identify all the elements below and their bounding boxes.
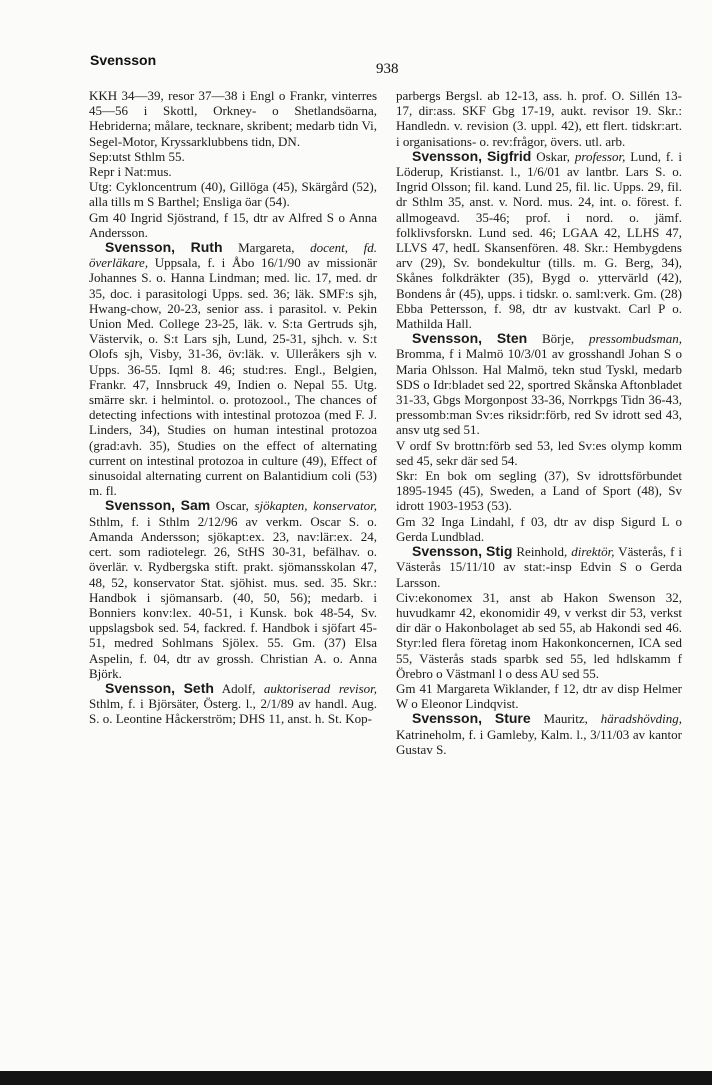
biography-entry bbox=[89, 681, 377, 727]
entry-given-name: Sigfrid bbox=[486, 147, 532, 164]
entry-title: sjökapten, konservator, bbox=[254, 498, 378, 514]
entry-given-name: Stig bbox=[485, 543, 513, 560]
right-column bbox=[396, 88, 682, 757]
entry-text: Uppsala, f. i Åbo 16/1/90 av missionär Johannes S. o. Hanna Lindman; med. lic. 17, med. dr 35, doc. i parasitologi Upps. sed. 36; läk. SMF:s sjh, Hwang-chow, 20-23, senior ass. i parasitol. v. Pekin Union Med. College 23-25, läk. v. S:ta Gertruds sjh, Västervik, o. S:t Lars sjh, Lund, 25-31, sjhch. v. S:t Olofs sjh, Visby, 31-36, öv:läk. v. Ulleråkers sjh v. Upps. 36-55. Iqml 8. 46; stud:res. Engl., Belgien, Frankr. 47, Innsbruck 49, Indien o. Nepal 55. Utg. smärre skr. i helmintol. o. protozool., The chances of detecting infections with intestinal protozoa (med F. J. Linders, 34), Studies on human intestinal protozoa (grad:avh. 35), Studies on the effect of alternating current on intestinal protozoa in culture (49), Effect of sinusoidal alternating current on Balantidium coli (53) m. fl. bbox=[89, 255, 377, 499]
entry-title: docent, fd. överläkare, bbox=[89, 240, 377, 271]
entry-surname: Svensson, bbox=[412, 710, 483, 727]
entry-given-name: Sten bbox=[496, 330, 528, 347]
entry-text: Bromma, f i Malmö 10/3/01 av grosshandl Johan S o Maria Ohlsson. Hal Malmö, tekn stud Tyskl, medarb SDS o Idr:bladet sed 22, sportred Skånska Aftonbladet 31-33, Gbgs Morgonpost 33-36, Norrkpgs Tidn 36-43, pressomb:man Sv:es riksidr:förb, red Sv idrott sed 43, ansv utg sed 51. bbox=[396, 346, 682, 438]
biography-entry bbox=[396, 331, 682, 437]
entry-paragraph: Civ:ekonomex 31, anst ab Hakon Swenson 32, huvudkamr 42, ekonomidir 49, v verkst dir 53, verkst dir där o Hakonbolaget ab sed 55, ab Hakondi sed 46. Styr:led flera företag inom Hakonkoncernen, ICA sed 55, Västerås stads sparbk sed 55, led hdlskamm f Örebro o Västmanl l o dess AU sed 55. bbox=[396, 589, 682, 681]
entry-text: Sthlm, f. i Björsäter, Österg. l., 2/1/89 av handl. Aug. S. o. Leontine Håckerström; DHS 11, anst. h. St. Kop- bbox=[89, 696, 377, 727]
entry-middle-names: Börje, bbox=[527, 331, 589, 347]
entry-text: Västerås, f i Västerås 15/11/10 av stat:-insp Edvin S o Gerda Larsson. bbox=[396, 544, 683, 590]
entry-surname: Svensson, bbox=[105, 497, 176, 514]
entry-title: häradshövding, bbox=[600, 711, 683, 727]
entry-surname: Svensson, bbox=[105, 239, 176, 256]
entry-given-name: Seth bbox=[183, 679, 214, 696]
entry-given-name: Ruth bbox=[190, 239, 223, 256]
entry-title: pressombudsman, bbox=[588, 331, 682, 347]
entry-title: professor, bbox=[574, 148, 626, 164]
scan-bottom-edge bbox=[0, 1071, 712, 1085]
entry-middle-names: Reinhold, bbox=[512, 544, 572, 560]
biography-entry bbox=[396, 149, 682, 331]
biography-entry bbox=[89, 240, 377, 498]
entry-surname: Svensson, bbox=[412, 543, 483, 560]
entry-surname: Svensson, bbox=[105, 679, 176, 696]
biography-entry bbox=[396, 544, 682, 590]
biography-entry bbox=[396, 711, 682, 757]
entry-text: Lund, f. i Löderup, Kristianst. l., 1/6/01 av lantbr. Lars S. o. Ingrid Olsson; fil. kand. Lund 25, fil. lic. Upps. 29, fil. dr Sthlm 35, anst. v. Nord. mus. 24, int. o. förest. f. allmogeavd. 35-46; prof. i nord. o. jämf. folklivsforskn. Lund sed. 46; LGAA 42, LLHS 47, LLVS 47, hedL Skansenfören. 48. Skr.: Hembygdens arv (29), Sv. bondekultur (tills. m. G. Berg, 34), Skånes folkdräkter (35), Bygd o. yttervärld (42), Bondens år (45), upps. i tidskr. o. saml:verk. Gm. (28) Ebba Pettersson, f. 98, dtr av kustvakt. Carl P o. Mathilda Hall. bbox=[396, 148, 682, 332]
entry-middle-names: Adolf, bbox=[213, 680, 264, 696]
entry-paragraph: V ordf Sv brottn:förb sed 53, led Sv:es olymp komm sed 45, sekr där sed 54. bbox=[396, 437, 682, 468]
entry-paragraph: Sep:utst Sthlm 55. bbox=[89, 148, 185, 164]
entry-middle-names: Oscar, bbox=[210, 498, 255, 514]
entry-paragraph: Gm 41 Margareta Wiklander, f 12, dtr av disp Helmer W o Eleonor Lindqvist. bbox=[396, 680, 682, 712]
entry-paragraph: Gm 40 Ingrid Sjöstrand, f 15, dtr av Alfred S o Anna Andersson. bbox=[89, 209, 377, 240]
page-number: 938 bbox=[376, 61, 399, 77]
entry-given-name: Sam bbox=[180, 497, 211, 514]
biography-entry bbox=[89, 498, 377, 680]
entry-given-name: Sture bbox=[494, 710, 531, 727]
running-header-name: Svensson bbox=[90, 52, 157, 68]
entry-title: direktör, bbox=[571, 544, 615, 560]
entry-paragraph: Repr i Nat:mus. bbox=[89, 164, 172, 180]
entry-paragraph: parbergs Bergsl. ab 12-13, ass. h. prof. O. Sillén 13-17, dir:ass. SKF Gbg 17-19, aukt. revisor 19. Skr.: Handledn. v. revision (3. uppl. 42), ett flert. tidskr:art. i organisations- o. rev:frågor, övers. utl. arb. bbox=[396, 88, 682, 149]
left-column bbox=[89, 88, 377, 727]
entry-paragraph: Gm 32 Inga Lindahl, f 03, dtr av disp Sigurd L o Gerda Lundblad. bbox=[396, 513, 682, 544]
entry-middle-names: Oskar, bbox=[531, 148, 575, 164]
entry-text: Katrineholm, f. i Gamleby, Kalm. l., 3/11/03 av kantor Gustav S. bbox=[396, 726, 682, 757]
entry-title: auktoriserad revisor, bbox=[263, 680, 377, 696]
entry-paragraph: Skr: En bok om segling (37), Sv idrottsförbundet 1895-1945 (45), Sweden, a Land of Sport (48), Sv idrott 1903-1953 (53). bbox=[396, 468, 682, 514]
entry-middle-names: Margareta, bbox=[222, 240, 311, 256]
entry-middle-names: Mauritz, bbox=[530, 711, 601, 727]
entry-paragraph: KKH 34—39, resor 37—38 i Engl o Frankr, vinterres 45—56 i Skottl, Orkney- o Shetlandsöarna, Hebriderna; målare, tecknare, skribent; medarb tidn Vi, Segel-Motor, Kryssarklubbens tidn, DN. bbox=[89, 88, 377, 149]
entry-text: Sthlm, f. i Sthlm 2/12/96 av verkm. Oscar S. o. Amanda Andersson; sjökapt:ex. 23, nav:lär:ex. 24, cert. som radiotelegr. 26, StHS 30-31, befälhav. o. överlär. v. Rydbergska stift. prakt. sjömansskolan 47, 48, 52, konservator Stat. sjöhist. mus. sed. 35. Skr.: Handbok i sjömansarb. (40, 50, 56); medarb. i Bonniers konv:lex. 40-51, i Kunsk. bok 48-54, Sv. uppslagsbok sed. 54, fackred. f. Handbok i sjöfart 45-51, medred Sohlmans Sjölex. 55. Gm. (37) Elsa Aspelin, f. 04, dtr av grossh. Christian A. o. Anna Björk. bbox=[89, 513, 377, 681]
entry-surname: Svensson, bbox=[412, 330, 483, 347]
entry-paragraph: Utg: Cykloncentrum (40), Gillöga (45), Skärgård (52), alla tills m S Barthel; Ensliga öar (54). bbox=[89, 179, 377, 210]
entry-surname: Svensson, bbox=[412, 147, 483, 164]
